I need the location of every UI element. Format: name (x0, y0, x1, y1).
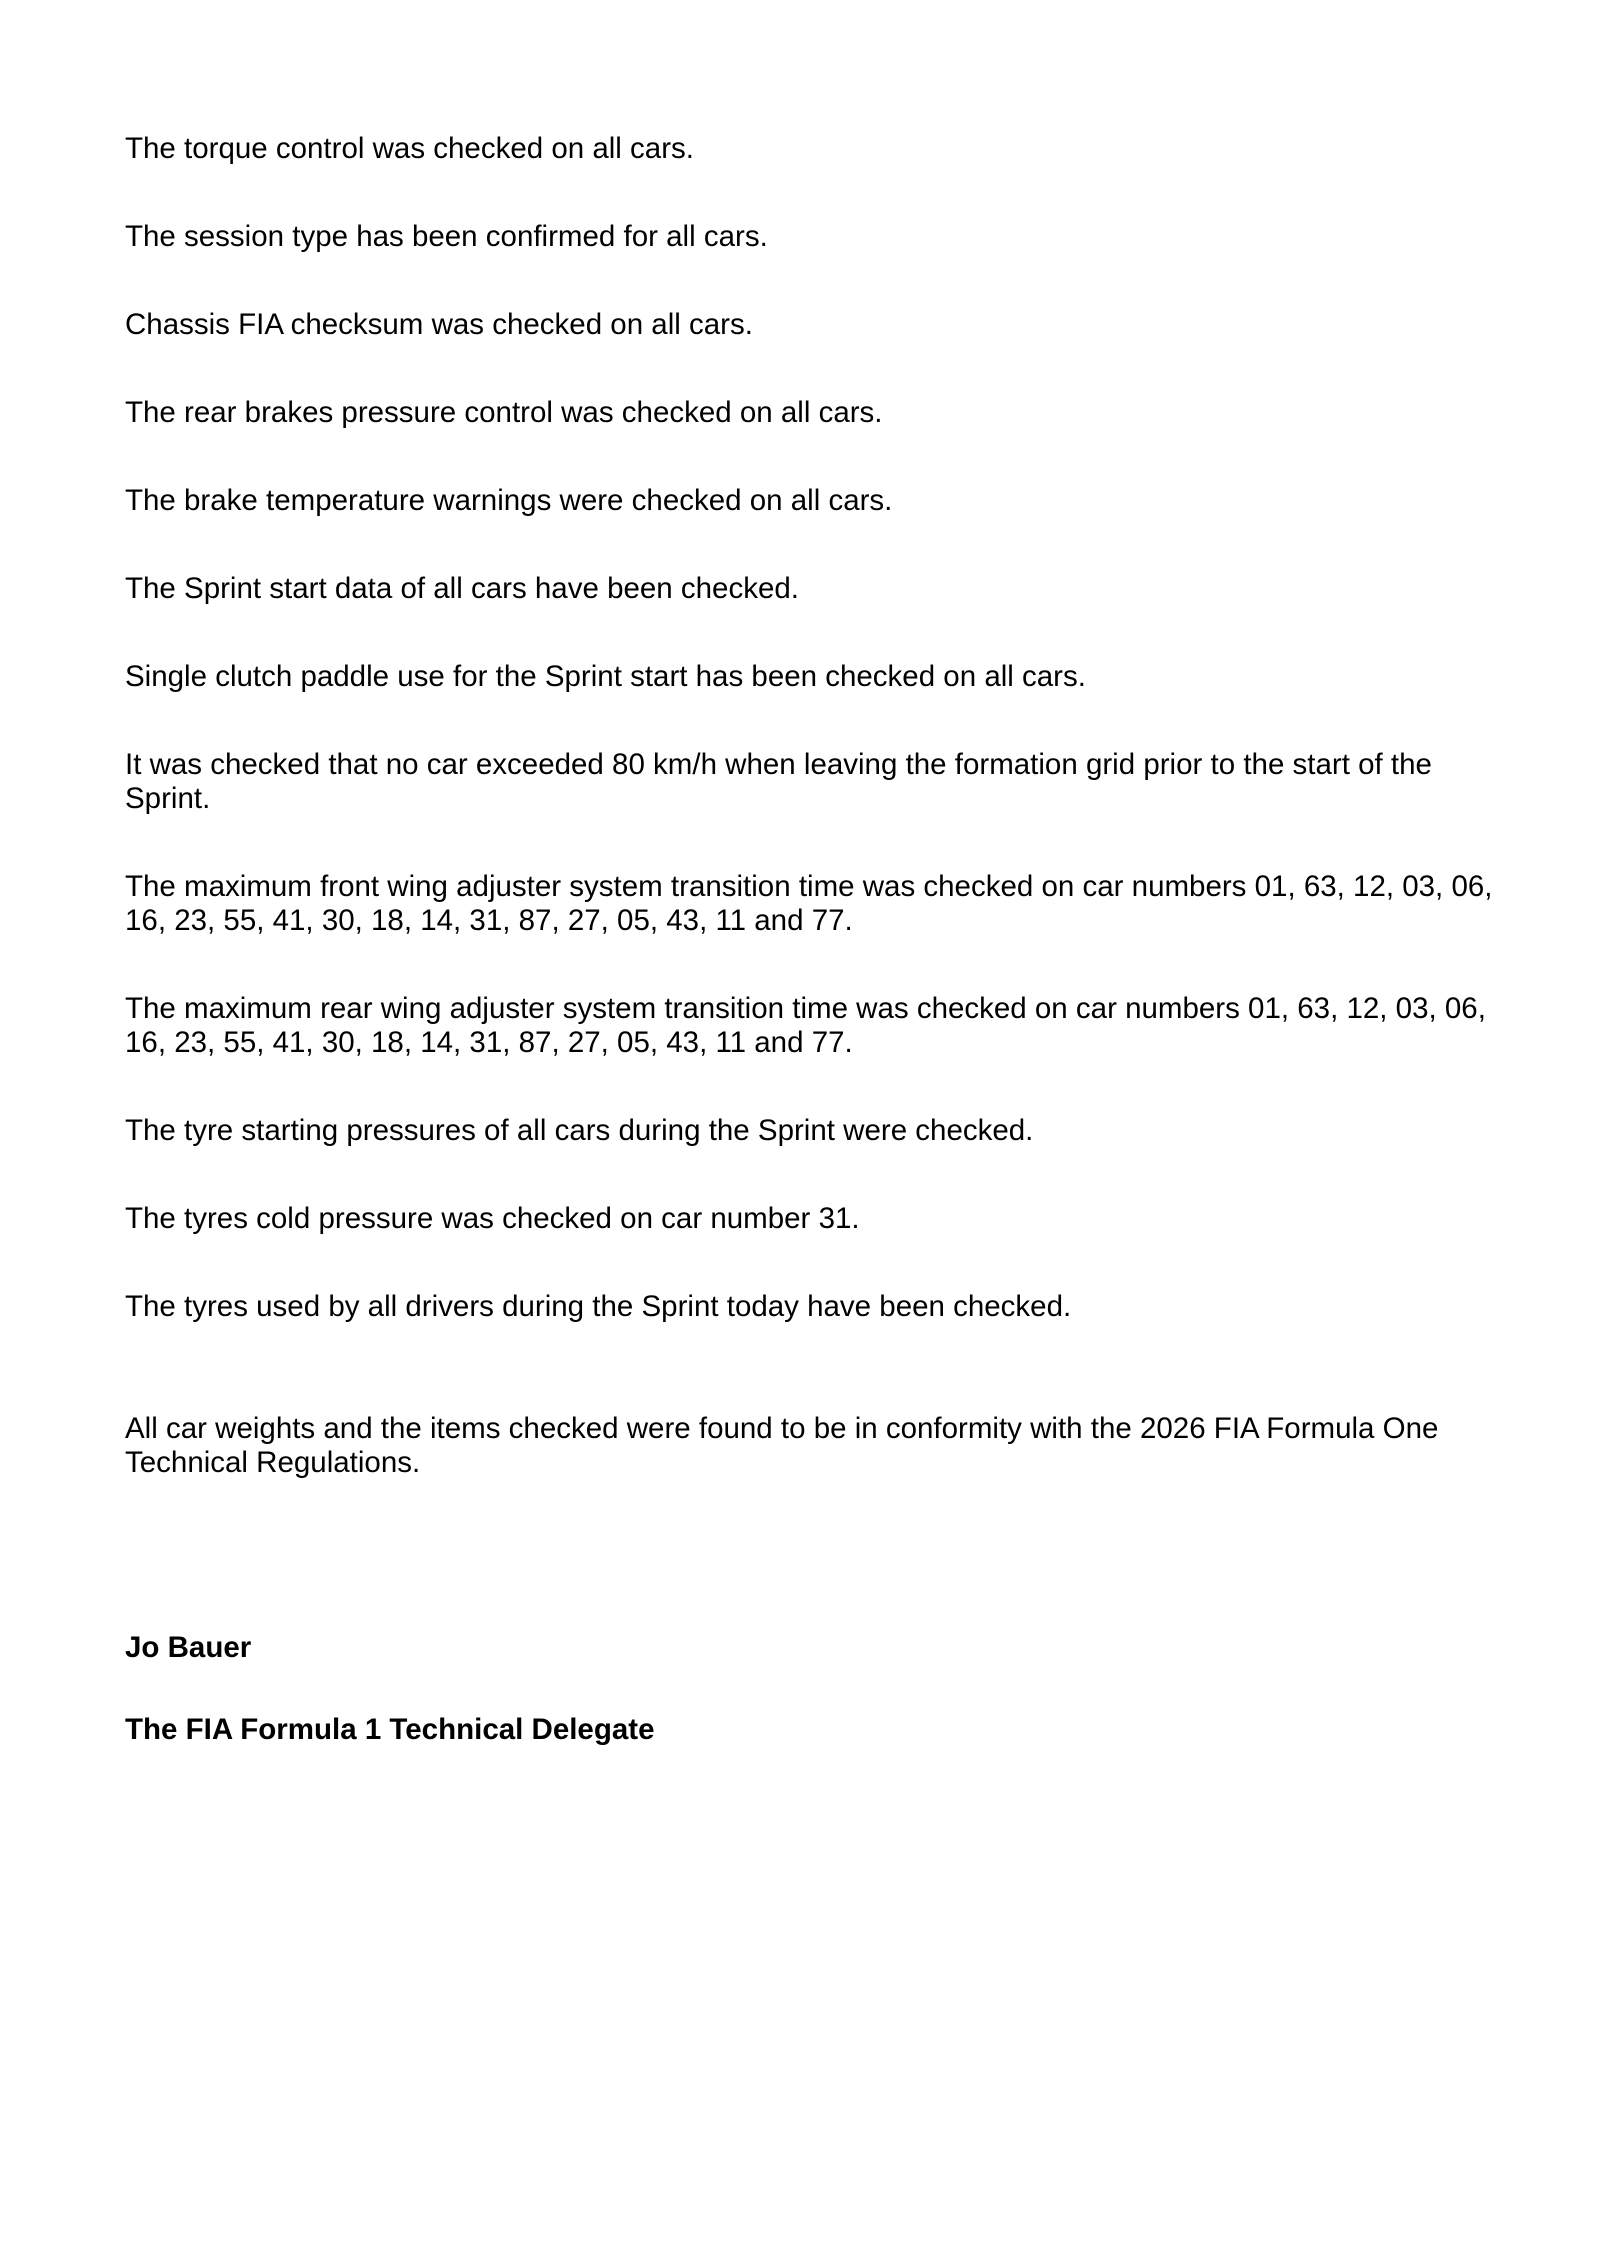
paragraph-formation-speed: It was checked that no car exceeded 80 km/h when leaving the formation grid prior to the start of the Sprint. (125, 748, 1432, 815)
paragraph-session-type: The session type has been confirmed for all cars. (125, 220, 768, 253)
paragraph-front-wing: The maximum front wing adjuster system transition time was checked on car numbers 01, 63, 12, 03, 06, 16, 23, 55, 41, 30, 18, 14, 31, 87, 27, 05, 43, 11 and 77. (125, 870, 1493, 937)
paragraph-tyres-used: The tyres used by all drivers during the Sprint today have been checked. (125, 1290, 1072, 1323)
paragraph-rear-brakes-pressure: The rear brakes pressure control was checked on all cars. (125, 396, 883, 429)
signatory-name: Jo Bauer (125, 1631, 252, 1664)
paragraph-torque-control: The torque control was checked on all cars. (125, 132, 694, 165)
signatory-title: The FIA Formula 1 Technical Delegate (125, 1713, 655, 1746)
paragraph-clutch-paddle: Single clutch paddle use for the Sprint start has been checked on all cars. (125, 660, 1086, 693)
document-body (125, 132, 1495, 1480)
paragraph-brake-temperature: The brake temperature warnings were checked on all cars. (125, 484, 893, 517)
paragraph-sprint-start-data: The Sprint start data of all cars have been checked. (125, 572, 799, 605)
paragraph-conclusion: All car weights and the items checked were found to be in conformity with the 2026 FIA Formula One Technical Regulations. (125, 1412, 1439, 1479)
paragraph-tyres-cold-pressure: The tyres cold pressure was checked on car number 31. (125, 1202, 860, 1235)
paragraph-chassis-checksum: Chassis FIA checksum was checked on all cars. (125, 308, 753, 341)
paragraph-rear-wing: The maximum rear wing adjuster system transition time was checked on car numbers 01, 63, 12, 03, 06, 16, 23, 55, 41, 30, 18, 14, 31, 87, 27, 05, 43, 11 and 77. (125, 992, 1486, 1059)
paragraph-tyre-starting-pressures: The tyre starting pressures of all cars during the Sprint were checked. (125, 1114, 1034, 1147)
